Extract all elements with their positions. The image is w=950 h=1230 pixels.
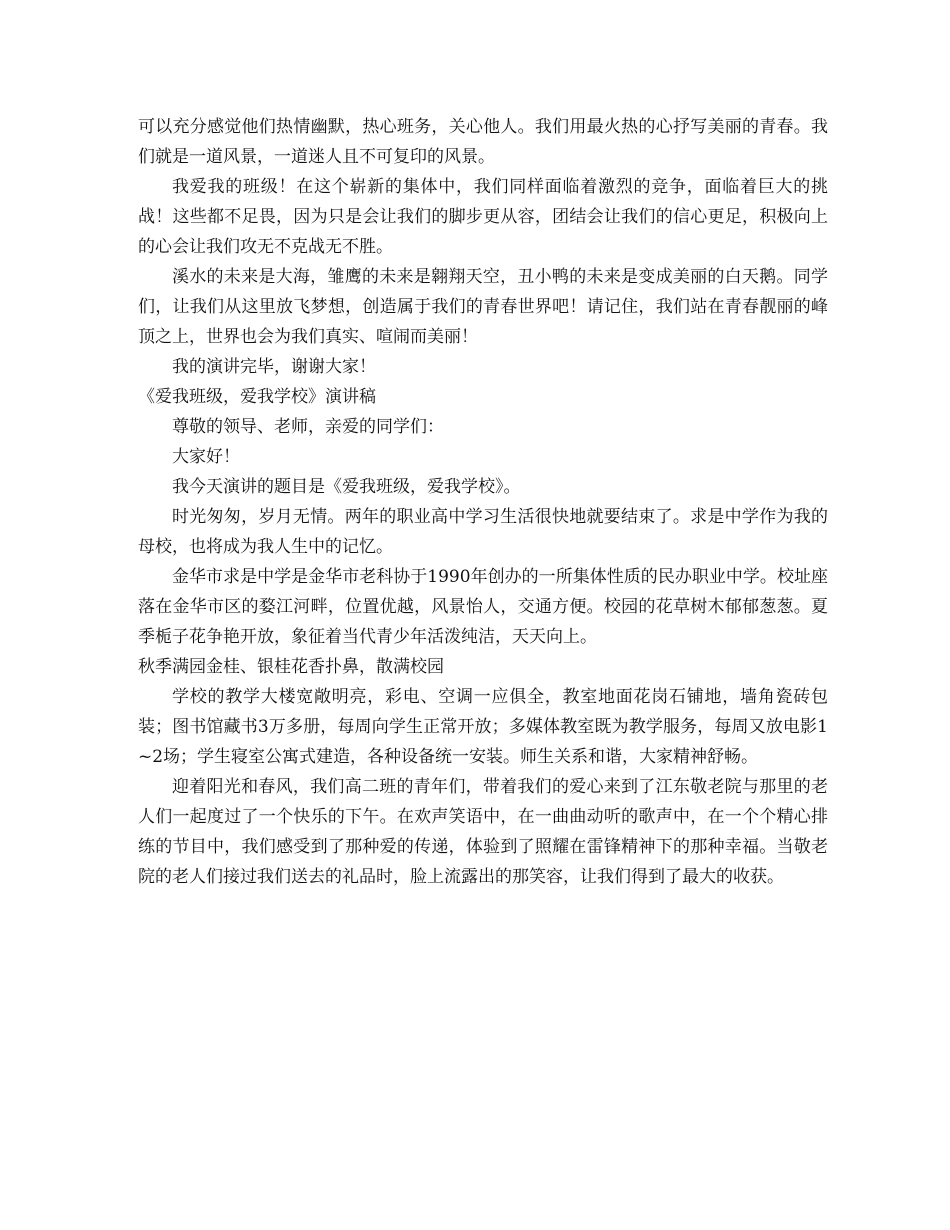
paragraph-1: 可以充分感觉他们热情幽默，热心班务，关心他人。我们用最火热的心抒写美丽的青春。我们就是一道风景，一道迷人且不可复印的风景。 bbox=[138, 117, 828, 167]
paragraph-autumn: 秋季满园金桂、银桂花香扑鼻，散满校园 bbox=[138, 657, 444, 677]
paragraph-nursing-home: 迎着阳光和春风，我们高二班的青年们，带着我们的爱心来到了江东敬老院与那里的老人们一起度过了一个快乐的下午。在欢声笑语中，在一曲曲动听的歌声中，在一个个精心排练的节目中，我们感受到了那种爱的传递，体验到了照耀在雷锋精神下的那种幸福。当敬老院的老人们接过我们送去的礼品时，脸上流露出的那笑容，让我们得到了最大的收获。 bbox=[138, 777, 828, 887]
topic-statement: 我今天演讲的题目是《爱我班级，爱我学校》。 bbox=[172, 477, 521, 497]
document-page bbox=[138, 112, 828, 892]
speech-title: 《爱我班级，爱我学校》演讲稿 bbox=[138, 387, 376, 407]
paragraph-closing: 我的演讲完毕，谢谢大家！ bbox=[172, 357, 376, 377]
salutation: 尊敬的领导、老师，亲爱的同学们： bbox=[172, 417, 444, 437]
paragraph-facilities: 学校的教学大楼宽敞明亮，彩电、空调一应俱全，教室地面花岗石铺地，墙角瓷砖包装；图书馆藏书3万多册，每周向学生正常开放；多媒体教室既为教学服务，每周又放电影1~2场；学生寝室公寓式建造，各种设备统一安装。师生关系和谐，大家精神舒畅。 bbox=[138, 687, 828, 767]
paragraph-school-intro: 金华市求是中学是金华市老科协于1990年创办的一所集体性质的民办职业中学。校址座落在金华市区的婺江河畔，位置优越，风景怡人，交通方便。校园的花草树木郁郁葱葱。夏季栀子花争艳开放，象征着当代青少年活泼纯洁，天天向上。 bbox=[138, 567, 828, 647]
greeting: 大家好！ bbox=[172, 447, 240, 467]
paragraph-3: 溪水的未来是大海，雏鹰的未来是翱翔天空，丑小鸭的未来是变成美丽的白天鹅。同学们，让我们从这里放飞梦想，创造属于我们的青春世界吧！请记住，我们站在青春靓丽的峰顶之上，世界也会为我们真实、喧闹而美丽！ bbox=[138, 267, 828, 347]
paragraph-time: 时光匆匆，岁月无情。两年的职业高中学习生活很快地就要结束了。求是中学作为我的母校，也将成为我人生中的记忆。 bbox=[138, 507, 828, 557]
paragraph-2: 我爱我的班级！在这个崭新的集体中，我们同样面临着激烈的竞争，面临着巨大的挑战！这些都不足畏，因为只是会让我们的脚步更从容，团结会让我们的信心更足，积极向上的心会让我们攻无不克战无不胜。 bbox=[138, 177, 828, 257]
